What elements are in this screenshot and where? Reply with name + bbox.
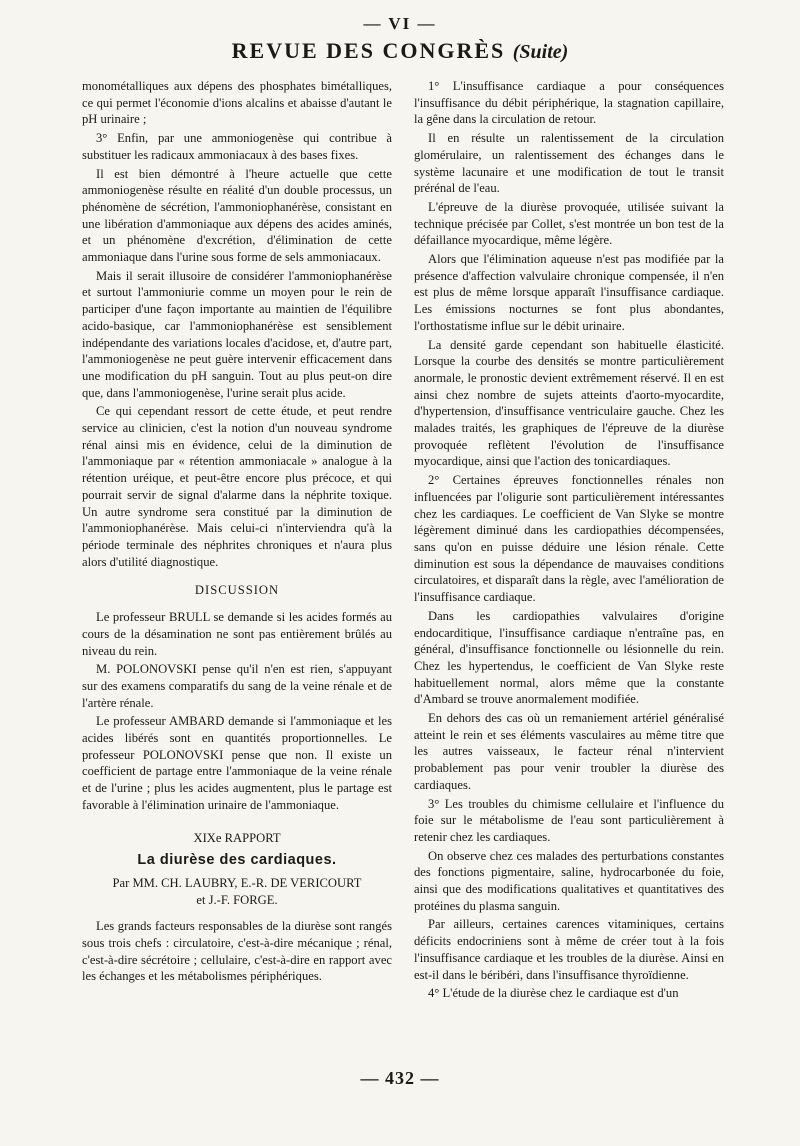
paragraph: monométalliques aux dépens des phosphates bimétalliques, ce qui permet l'économie d'ions alcalins et abaisse d'autant le pH urinaire ;: [82, 79, 392, 127]
left-column: [82, 78, 392, 985]
paragraph: Il est bien démontré à l'heure actuelle que cette ammoniogenèse résulte en réalité d'un double processus, un phénomène de sécrétion, l'ammoniophanérèse, consistant en une libération d'ammoniaque aux dépens des acides aminés, et un phénomène d'excrétion, d'élimination de cette ammoniaque dans l'urine sous forme de sels ammoniacaux.: [82, 166, 392, 265]
paragraph: 4° L'étude de la diurèse chez le cardiaque est d'un: [428, 986, 679, 1001]
authors-line: et J.-F. FORGE.: [196, 892, 278, 907]
paragraph: On observe chez ces malades des perturbations constantes des fonctions pigmentaire, saline, hydrocarbonée du foie, ainsi que des modifications qualitatives et quantitatives des protéines du plasma sanguin.: [414, 848, 724, 913]
paragraph: Mais il serait illusoire de considérer l'ammoniophanérèse et surtout l'ammoniurie comme un moyen pour le rein de participer d'une façon importante au maintien de l'équilibre acido-basique, car l'ammoniophanérèse est sensiblement indépendante des variations locales d'acidose, et, d'autre part, l'ammoniogenèse ne peut guère intervenir efficacement dans une modification du pH sanguin. Tout au plus peut-on dire que, dans l'ammoniogenèse, l'urine serait plus acide.: [82, 268, 392, 400]
paragraph: 2° Certaines épreuves fonctionnelles rénales non influencées par l'oligurie sont particulièrement intéressantes chez les cardiaques. Le coefficient de Van Slyke se montre légèrement diminué dans les cardiopathies décompensées, sans qu'on en puisse déduire une lésion rénale. Cette diminution est sous la dépendance de mauvaises conditions circulatoires, et disparaît dans la règle, avec l'amélioration de l'insuffisance cardiaque.: [414, 473, 724, 605]
paragraph: M. POLONOVSKI pense qu'il n'en est rien, s'appuyant sur des examens comparatifs du sang de la veine rénale et de l'artère rénale.: [82, 662, 392, 710]
paragraph: En dehors des cas où un remaniement artériel généralisé atteint le rein et ses éléments vasculaires au même titre que les autres vaisseaux, le facteur rénal n'intervient probablement pas pour venir troubler la diurèse des cardiaques.: [414, 711, 724, 792]
journal-title: REVUE DES CONGRÈS: [231, 38, 506, 63]
paragraph: Il en résulte un ralentissement de la circulation glomérulaire, un ralentissement des échanges dans le système lacunaire et une modification de tout le transit prérénal de l'eau.: [414, 131, 724, 196]
right-column: [414, 78, 724, 1002]
paragraph: Le professeur BRULL se demande si les acides formés au cours de la désamination ne sont pas entièrement brûlés au niveau du rein.: [82, 610, 392, 658]
paragraph: 3° Enfin, par une ammoniogenèse qui contribue à substituer les radicaux ammoniacaux à des bases fixes.: [82, 131, 392, 162]
report-number: XIXe RAPPORT: [193, 830, 281, 845]
paragraph: 1° L'insuffisance cardiaque a pour conséquences l'insuffisance du débit périphérique, la stagnation capillaire, la gêne dans la circulation de retour.: [414, 79, 724, 127]
paragraph: Par ailleurs, certaines carences vitaminiques, certains déficits endocriniens sont à même de créer tout à la fois l'insuffisance cardiaque et les troubles de la diurèse. Ainsi en est-il dans le béribéri, dans l'insuffisance thyroïdienne.: [414, 917, 724, 982]
page-number: — 432 —: [360, 1068, 440, 1088]
running-title: [0, 38, 800, 64]
paragraph: Dans les cardiopathies valvulaires d'origine endocarditique, l'insuffisance cardiaque n'entraîne pas, en général, d'insuffisance fonctionnelle ou lésionnelle du rein. Chez les hypertendus, le coefficient de Van Slyke reste habituellement normal, alors même que la constante d'Ambard se trouve anormalement modifiée.: [414, 608, 724, 707]
paragraph: L'épreuve de la diurèse provoquée, utilisée suivant la technique précisée par Collet, s'est montrée un bon test de la défaillance myocardique, même légère.: [414, 199, 724, 248]
paragraph: Ce qui cependant ressort de cette étude, et peut rendre service au clinicien, c'est la notion d'un nouveau syndrome rénal ainsi mis en évidence, celui de la diminution de l'ammoniaque par « rétention ammoniacale » analogue à la rétention uréique, et peut-être encore plus précoce, et qui pourrait servir de signal d'alarme dans la néphrite toxique. Un autre syndrome sera constitué par la diminution de l'ammoniophanérèse. Mais celui-ci n'interviendra qu'à la période terminale des néphrites chroniques et n'aura plus alors d'utilité diagnostique.: [82, 404, 392, 569]
page-header: [0, 14, 800, 64]
section-mark: — VI —: [363, 14, 437, 33]
paragraph: La densité garde cependant son habituelle élasticité. Lorsque la courbe des densités se montre particulièrement anormale, le pronostic devient extrêmement réservé. Il en est ainsi chez nombre de sujets atteints d'aorto-myocardite, d'hypertension, d'insuffisance ventriculaire gauche. Chez les malades traités, les graphiques de l'épreuve de la diurèse provoquée reflètent l'évolution de l'insuffisance myocardique, ainsi que l'action des tonicardiaques.: [414, 337, 724, 469]
paragraph: 3° Les troubles du chimisme cellulaire et l'influence du foie sur le métabolisme de l'eau sont particulièrement à retenir chez les cardiaques.: [414, 796, 724, 844]
title-suite: (Suite): [512, 41, 569, 63]
paragraph: Le professeur AMBARD demande si l'ammoniaque et les acides libérés sont en quantités proportionnelles. Le professeur POLONOVSKI pense que non. Il existe un coefficient de partage entre l'ammoniaque de la veine rénale et de l'urine ; plus les acides augmentent, plus le partage est favorable à l'élimination urinaire de l'ammoniaque.: [82, 714, 392, 812]
discussion-heading: DISCUSSION: [194, 583, 280, 598]
paragraph: Les grands facteurs responsables de la diurèse sont rangés sous trois chefs : circulatoire, c'est-à-dire mécanique ; rénal, c'est-à-dire sécrétoire ; cellulaire, c'est-à-dire en rapport avec les échanges et les métabolismes périphériques.: [82, 919, 392, 984]
paragraph: Alors que l'élimination aqueuse n'est pas modifiée par la présence d'affection valvulaire chronique compensée, il n'en est plus de même lorsque apparaît l'insuffisance cardiaque. Les émissions nocturnes se font plus abondantes, l'orthostatisme influe sur le débit urinaire.: [414, 252, 724, 333]
authors-line: Par MM. CH. LAUBRY, E.-R. DE VERICOURT: [112, 875, 362, 890]
report-title: La diurèse des cardiaques.: [137, 852, 337, 869]
